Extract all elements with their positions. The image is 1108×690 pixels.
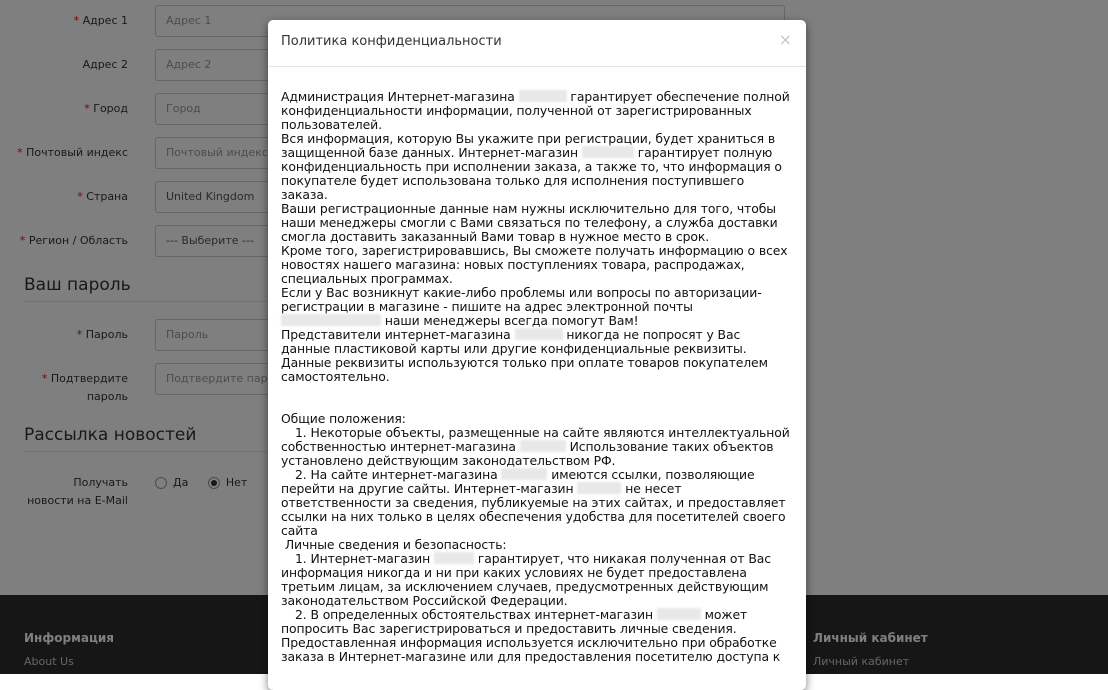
redacted-shop-name [520,440,566,452]
policy-text: не несет ответственности за сведения, публикуемые на этих сайтах, и предоставляет ссылки на них только в целях обеспечения удобства для посетителей своего сайта [281,481,786,538]
modal-title: Политика конфиденциальности [281,34,502,49]
policy-text: Администрация Интернет-магазина [281,89,515,104]
policy-paragraph [281,328,793,384]
general-item-2 [281,468,793,538]
policy-text: 1. Некоторые объекты, размещенные на сайте являются интеллектуальной собственностью интернет-магазина [281,425,790,454]
policy-text: 2. В определенных обстоятельствах интернет-магазин [295,607,653,622]
policy-text: наши менеджеры всегда помогут Вам! [384,313,639,328]
redacted-shop-name [434,552,474,564]
policy-text: может попросить Вас зарегистрироваться и предоставить личные сведения. Предоставленная информация используется исключительно при обработке заказа в Интернет-магазине или для предоставления посетителю доступа к [281,607,781,664]
redacted-shop-name [582,146,634,158]
redacted-shop-name [519,90,567,102]
privacy-policy-modal [268,20,806,690]
policy-text: Вся информация, которую Вы укажите при регистрации, будет храниться в защищенной базе данных. Интернет-магазин [281,131,776,160]
policy-paragraph [281,90,793,132]
modal-header [268,20,806,67]
redacted-email [281,314,381,326]
spacer [281,384,793,398]
general-heading: Общие положения: [281,411,406,426]
general-item-1 [281,426,793,468]
redacted-shop-name [577,482,621,494]
redacted-shop-name [515,328,563,340]
policy-paragraph [281,132,793,202]
policy-text: Использование таких объектов установлено действующим законодательством РФ. [281,439,774,468]
personal-heading: Личные сведения и безопасность: [281,537,507,552]
policy-text: Представители интернет-магазина [281,327,511,342]
policy-text: гарантирует, что никакая полученная от Вас информация никогда и ни при каких условиях не будет предоставлена третьим лицам, за исключением случаев, предусмотренных действующим законодательством Российской Федерации. [281,551,771,608]
policy-text: Если у Вас возникнут какие-либо проблемы или вопросы по авторизации-регистрации в магазине - пишите на адрес электронной почты [281,285,762,314]
spacer [281,398,793,412]
policy-text: 1. Интернет-магазин [295,551,431,566]
redacted-shop-name [501,468,547,480]
policy-text: никогда не попросят у Вас данные пластиковой карты или другие конфиденциальные реквизиты. Данные реквизиты используются только при оплате товаров покупателем самостоятельно. [281,327,768,384]
close-icon[interactable]: × [778,30,792,49]
policy-text: гарантирует обеспечение полной конфиденциальности информации, полученной от зарегистрированных пользователей. [281,89,790,132]
policy-text: имеются ссылки, позволяющие перейти на другие сайты. Интернет-магазин [281,467,755,496]
policy-text: 2. На сайте интернет-магазина [295,467,498,482]
personal-item-2 [281,608,793,664]
personal-item-1 [281,552,793,608]
redacted-shop-name [657,608,701,620]
modal-body [281,90,793,664]
policy-paragraph: Кроме того, зарегистрировавшись, Вы сможете получать информацию о всех новостях нашего магазина: новых поступлениях товара, распродажах, специальных программах. [281,243,788,286]
policy-paragraph: Ваши регистрационные данные нам нужны исключительно для того, чтобы наши менеджеры смогли с Вами связаться по телефону, а служба доставки смогла доставить заказанный Вами товар в нужное место в срок. [281,201,778,244]
policy-paragraph [281,286,793,328]
policy-text: гарантирует полную конфиденциальность при исполнении заказа, а также то, что информация о покупателе будет использована только для исполнения поступившего заказа. [281,145,782,202]
